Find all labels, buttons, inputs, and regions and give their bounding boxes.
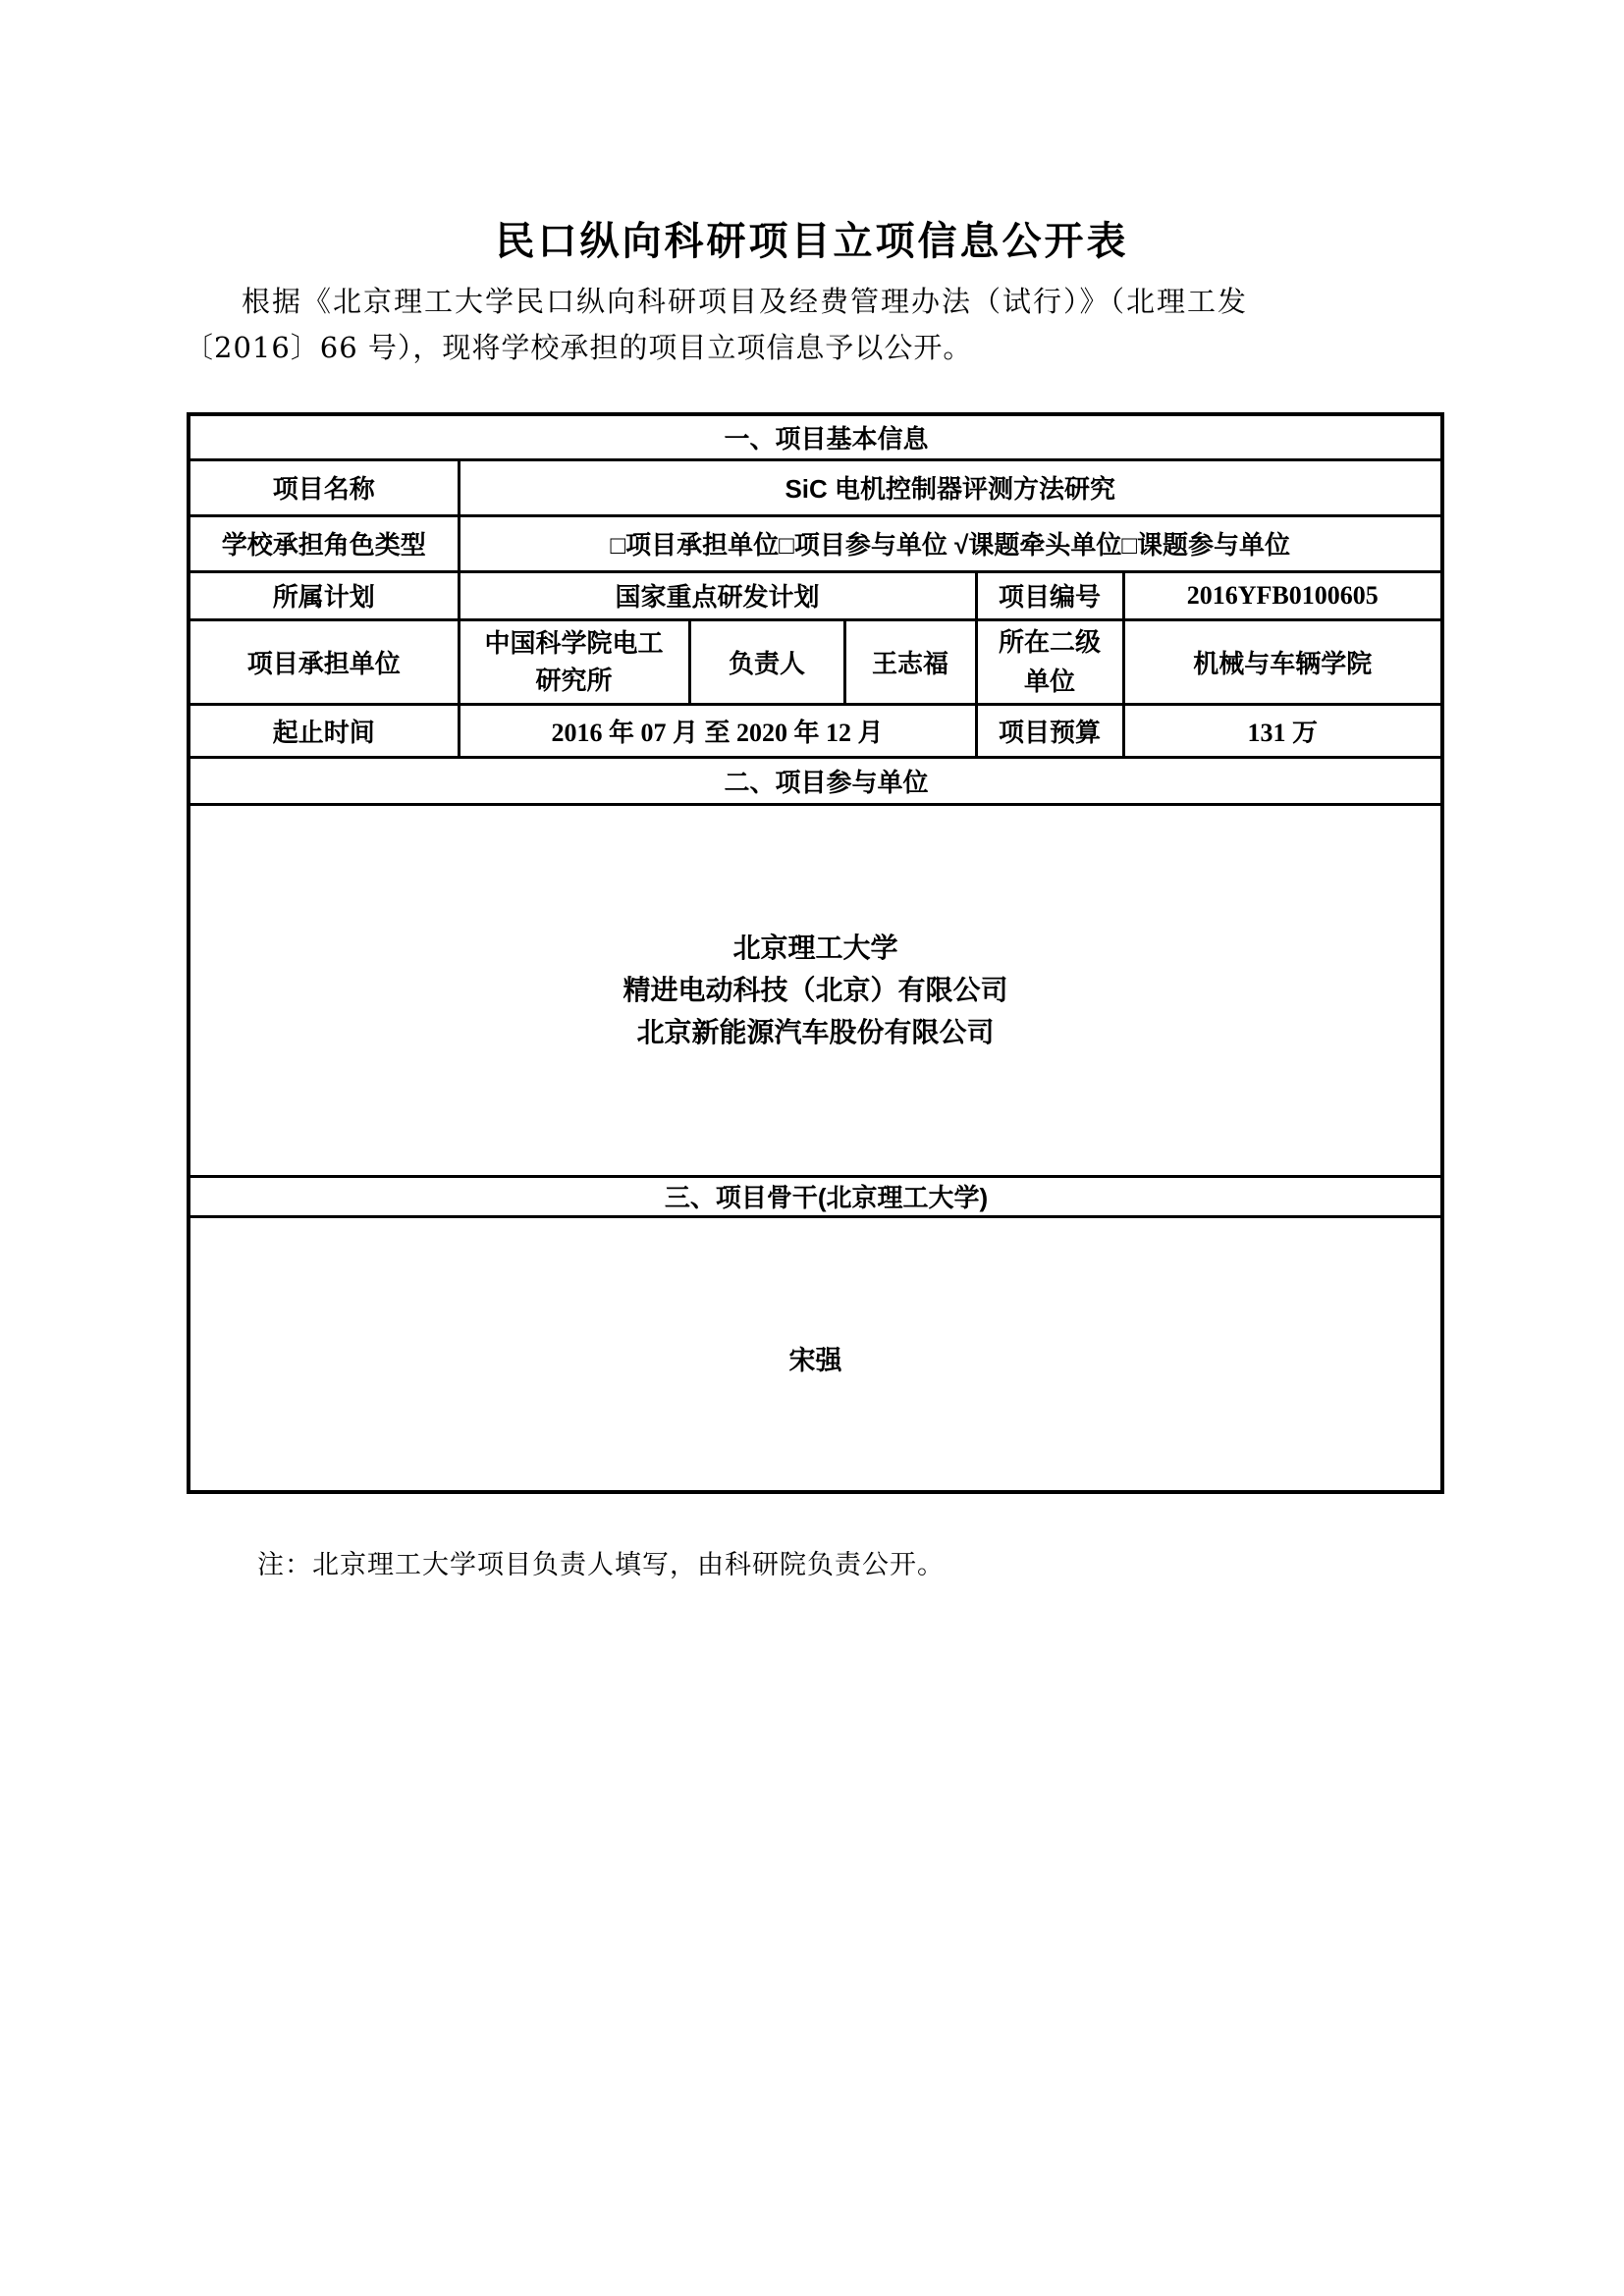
section3-header: 三、项目骨干(北京理工大学) <box>189 1176 1442 1216</box>
project-name-value: SiC 电机控制器评测方法研究 <box>459 459 1442 515</box>
participant-item: 精进电动科技（北京）有限公司 <box>623 975 1008 1005</box>
project-info-table <box>187 412 1444 1494</box>
plan-row <box>189 571 1442 619</box>
intro-paragraph <box>185 279 1461 371</box>
participant-item: 北京新能源汽车股份有限公司 <box>636 1017 995 1047</box>
section3-header-row <box>189 1176 1442 1216</box>
project-no-label: 项目编号 <box>976 571 1123 619</box>
duration-value: 2016 年 07 月 至 2020 年 12 月 <box>459 704 976 757</box>
plan-label: 所属计划 <box>189 571 459 619</box>
role-type-label: 学校承担角色类型 <box>189 515 459 571</box>
role-type-value: □项目承担单位□项目参与单位 √课题牵头单位□课题参与单位 <box>459 515 1442 571</box>
undertaker-value: 中国科学院电工研究所 <box>459 619 689 704</box>
project-name-row <box>189 459 1442 515</box>
members-row <box>189 1216 1442 1492</box>
duration-label: 起止时间 <box>189 704 459 757</box>
budget-label: 项目预算 <box>976 704 1123 757</box>
role-type-row <box>189 515 1442 571</box>
footnote: 注：北京理工大学项目负责人填写，由科研院负责公开。 <box>257 1550 945 1580</box>
participants-row <box>189 804 1442 1176</box>
section1-header: 一、项目基本信息 <box>189 414 1442 459</box>
leader-label: 负责人 <box>689 619 844 704</box>
member-item: 宋强 <box>788 1345 842 1375</box>
leader-value: 王志福 <box>844 619 976 704</box>
secondary-unit-value: 机械与车辆学院 <box>1123 619 1442 704</box>
section1-header-row <box>189 414 1442 459</box>
members-cell <box>189 1216 1442 1492</box>
project-no-value: 2016YFB0100605 <box>1123 571 1442 619</box>
undertaker-row <box>189 619 1442 704</box>
participants-cell <box>189 804 1442 1176</box>
section2-header-row <box>189 757 1442 804</box>
project-name-label: 项目名称 <box>189 459 459 515</box>
plan-value: 国家重点研发计划 <box>459 571 976 619</box>
budget-value: 131 万 <box>1123 704 1442 757</box>
intro-line-2: 〔2016〕66 号），现将学校承担的项目立项信息予以公开。 <box>185 331 973 364</box>
section2-header: 二、项目参与单位 <box>189 757 1442 804</box>
secondary-unit-label: 所在二级单位 <box>976 619 1123 704</box>
intro-line-1: 根据《北京理工大学民口纵向科研项目及经费管理办法（试行）》（北理工发 <box>242 285 1249 318</box>
duration-row <box>189 704 1442 757</box>
undertaker-label: 项目承担单位 <box>189 619 459 704</box>
participant-item: 北京理工大学 <box>732 933 898 963</box>
document-title: 民口纵向科研项目立项信息公开表 <box>495 220 1129 263</box>
